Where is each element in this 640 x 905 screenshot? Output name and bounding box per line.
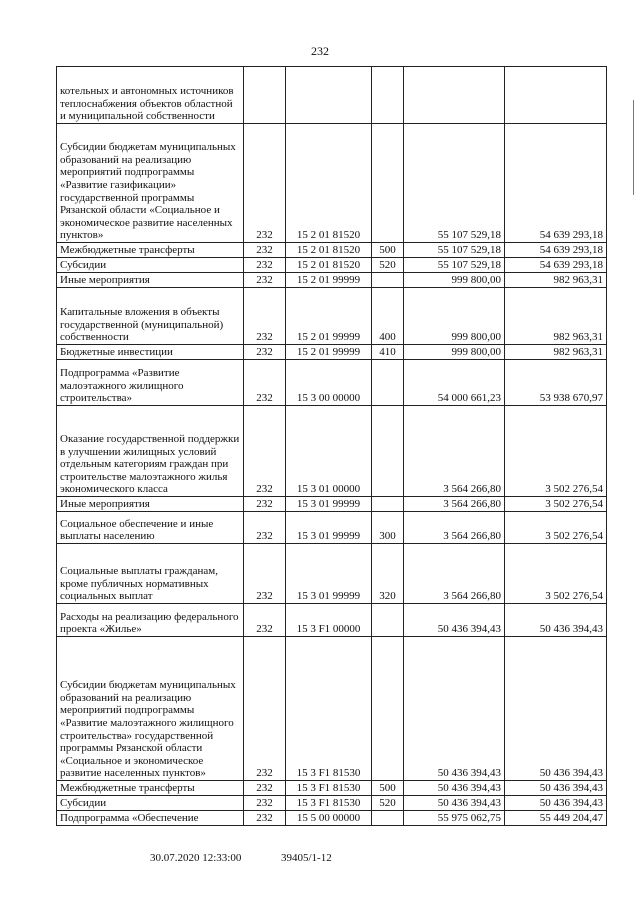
row-sum-2020: 3 564 266,80 [404,512,505,544]
row-ved: 232 [244,258,286,273]
row-sum-2021: 54 639 293,18 [505,243,607,258]
row-name: Межбюджетные трансферты [57,243,244,258]
row-sum-2020: 50 436 394,43 [404,796,505,811]
row-csr: 15 3 F1 00000 [286,604,372,637]
row-sum-2020: 50 436 394,43 [404,637,505,781]
row-sum-2021: 3 502 276,54 [505,406,607,497]
row-sum-2020: 55 107 529,18 [404,243,505,258]
row-sum-2021: 50 436 394,43 [505,796,607,811]
row-vr: 320 [372,544,404,604]
row-ved: 232 [244,512,286,544]
row-sum-2021: 50 436 394,43 [505,637,607,781]
row-vr [372,406,404,497]
row-name: Иные мероприятия [57,497,244,512]
table-row [57,406,607,497]
budget-table [56,66,607,826]
row-ved: 232 [244,781,286,796]
row-sum-2020: 999 800,00 [404,288,505,345]
row-sum-2020: 3 564 266,80 [404,406,505,497]
row-sum-2020: 999 800,00 [404,345,505,360]
row-csr: 15 3 F1 81530 [286,781,372,796]
row-ved: 232 [244,637,286,781]
row-sum-2021: 53 938 670,97 [505,360,607,406]
row-sum-2020: 50 436 394,43 [404,604,505,637]
row-vr: 500 [372,781,404,796]
row-vr [372,604,404,637]
row-vr: 520 [372,258,404,273]
row-vr: 410 [372,345,404,360]
row-vr [372,273,404,288]
row-csr: 15 3 01 99999 [286,497,372,512]
row-sum-2021: 982 963,31 [505,345,607,360]
row-ved: 232 [244,811,286,826]
row-vr [372,124,404,243]
table-row [57,497,607,512]
row-name: Субсидии [57,796,244,811]
row-ved: 232 [244,243,286,258]
row-ved: 232 [244,604,286,637]
row-sum-2021: 54 639 293,18 [505,258,607,273]
scan-edge-mark [633,100,634,195]
row-csr: 15 5 00 00000 [286,811,372,826]
table-row [57,243,607,258]
row-ved: 232 [244,544,286,604]
table-row [57,544,607,604]
table-row [57,512,607,544]
row-name: Социальное обеспечение и иные выплаты населению [57,512,244,544]
row-vr: 520 [372,796,404,811]
row-sum-2021: 3 502 276,54 [505,497,607,512]
row-csr: 15 2 01 99999 [286,345,372,360]
table-row [57,811,607,826]
row-ved: 232 [244,288,286,345]
row-ved: 232 [244,345,286,360]
row-sum-2021: 982 963,31 [505,273,607,288]
row-sum-2020: 55 107 529,18 [404,258,505,273]
row-name: Подпрограмма «Обеспечение [57,811,244,826]
row-sum-2021: 3 502 276,54 [505,544,607,604]
row-name: Капитальные вложения в объекты государственной (муниципальной) собственности [57,288,244,345]
row-ved: 232 [244,360,286,406]
row-sum-2020: 999 800,00 [404,273,505,288]
table-row [57,124,607,243]
row-ved: 232 [244,273,286,288]
row-vr: 500 [372,243,404,258]
table-row [57,796,607,811]
row-csr: 15 3 F1 81530 [286,637,372,781]
row-csr: 15 3 01 99999 [286,512,372,544]
row-csr: 15 2 01 81520 [286,124,372,243]
row-sum-2020: 55 107 529,18 [404,124,505,243]
table-row [57,637,607,781]
row-sum-2020 [404,67,505,124]
row-csr: 15 3 00 00000 [286,360,372,406]
table-row [57,604,607,637]
row-sum-2020: 50 436 394,43 [404,781,505,796]
row-sum-2021: 55 449 204,47 [505,811,607,826]
row-vr [372,811,404,826]
footer-timestamp: 30.07.2020 12:33:00 [150,852,242,864]
row-sum-2021: 3 502 276,54 [505,512,607,544]
table-row [57,273,607,288]
row-vr: 400 [372,288,404,345]
table-row [57,345,607,360]
table-row [57,288,607,345]
row-vr: 300 [372,512,404,544]
row-name: Подпрограмма «Развитие малоэтажного жилищного строительства» [57,360,244,406]
row-sum-2021: 54 639 293,18 [505,124,607,243]
row-csr: 15 3 01 99999 [286,544,372,604]
row-name: Иные мероприятия [57,273,244,288]
row-csr: 15 2 01 81520 [286,258,372,273]
row-sum-2020: 3 564 266,80 [404,497,505,512]
row-sum-2020: 54 000 661,23 [404,360,505,406]
table-row [57,258,607,273]
table-row [57,360,607,406]
row-name: Субсидии [57,258,244,273]
footer-doc-id: 39405/1-12 [281,852,332,864]
table-row [57,67,607,124]
row-ved: 232 [244,124,286,243]
row-csr: 15 2 01 81520 [286,243,372,258]
table-row [57,781,607,796]
row-csr: 15 3 01 00000 [286,406,372,497]
row-csr: 15 2 01 99999 [286,288,372,345]
row-csr [286,67,372,124]
row-vr [372,497,404,512]
row-name: Социальные выплаты гражданам, кроме публичных нормативных социальных выплат [57,544,244,604]
row-ved: 232 [244,406,286,497]
row-name: Оказание государственной поддержки в улучшении жилищных условий отдельным категориям граждан при строительстве малоэтажного жилья экономического класса [57,406,244,497]
row-vr [372,67,404,124]
row-ved: 232 [244,497,286,512]
row-name: Субсидии бюджетам муниципальных образований на реализацию мероприятий подпрограммы «Развитие газификации» государственной программы Рязанской области «Социальное и экономическое развитие населенных пунктов» [57,124,244,243]
row-ved: 232 [244,796,286,811]
row-vr [372,637,404,781]
row-csr: 15 3 F1 81530 [286,796,372,811]
row-sum-2021: 50 436 394,43 [505,604,607,637]
row-sum-2021: 50 436 394,43 [505,781,607,796]
row-vr [372,360,404,406]
row-sum-2020: 55 975 062,75 [404,811,505,826]
row-name: Субсидии бюджетам муниципальных образований на реализацию мероприятий подпрограммы «Развитие малоэтажного жилищного строительства» государственной программы Рязанской области «Социальное и экономическое развитие населенных пунктов» [57,637,244,781]
row-name: Межбюджетные трансферты [57,781,244,796]
row-sum-2021: 982 963,31 [505,288,607,345]
row-name: котельных и автономных источников теплоснабжения объектов областной и муниципальной собственности [57,67,244,124]
row-name: Бюджетные инвестиции [57,345,244,360]
row-ved [244,67,286,124]
row-csr: 15 2 01 99999 [286,273,372,288]
row-sum-2021 [505,67,607,124]
row-sum-2020: 3 564 266,80 [404,544,505,604]
page-number: 232 [311,44,329,58]
row-name: Расходы на реализацию федерального проекта «Жилье» [57,604,244,637]
